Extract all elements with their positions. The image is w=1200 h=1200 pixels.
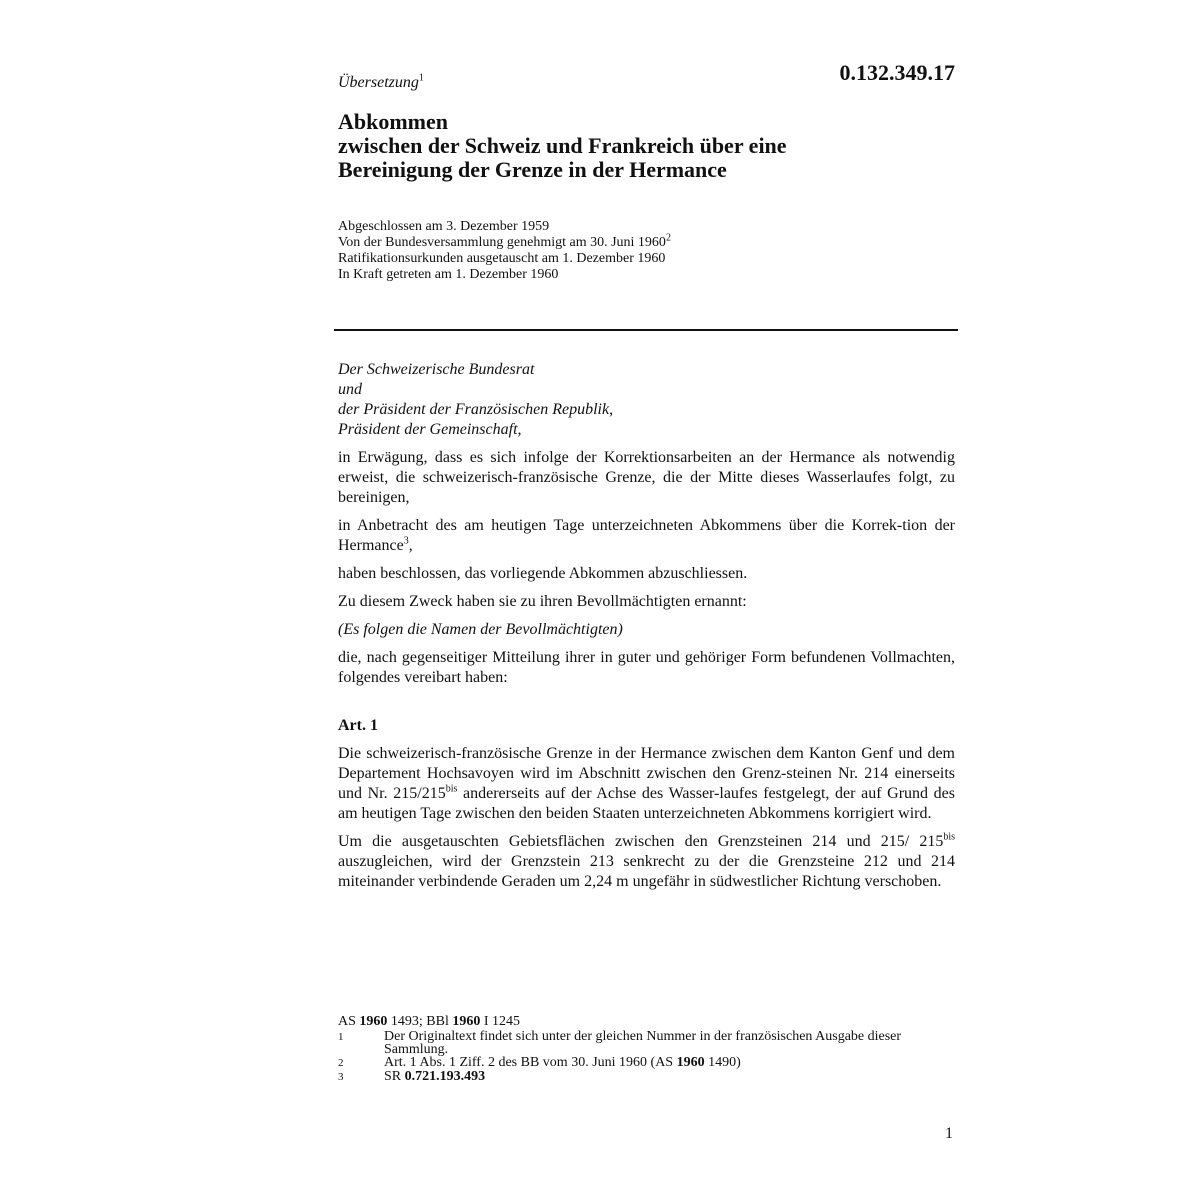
title-line: zwischen der Schweiz und Frankreich über eine xyxy=(338,133,787,158)
title-line: Bereinigung der Grenze in der Hermance xyxy=(338,157,727,182)
preamble-paragraph: in Anbetracht des am heutigen Tage unterzeichneten Abkommens über die Korrek-tion der Hermance$^3$, xyxy=(338,517,955,554)
footnotes xyxy=(338,1014,958,1084)
footnote-number: 1 xyxy=(338,1031,344,1043)
preamble-paragraph: Zu diesem Zweck haben sie zu ihren Bevollmächtigten ernannt: xyxy=(338,593,747,610)
document-metadata xyxy=(338,219,671,283)
footnote-text: Art. 1 Abs. 1 Ziff. 2 des BB vom 30. Juni 1960 (AS 1960 1490) xyxy=(384,1055,741,1070)
preamble-parties xyxy=(338,360,955,440)
document-title xyxy=(338,110,787,182)
footnote-ref[interactable]: 1 xyxy=(418,72,424,84)
preamble-paragraph: in Erwägung, dass es sich infolge der Korrektionsarbeiten an der Hermance als notwendig erweist, die schweizerisch-französische Grenze, die der Mitte dieses Wasserlaufes folgt, zu bereinigen, xyxy=(338,449,955,506)
translation-label: Übersetzung$^1$ xyxy=(338,72,424,91)
concluded-date: Abgeschlossen am 3. Dezember 1959 xyxy=(338,219,550,234)
footnote-text: SR 0.721.193.493 xyxy=(384,1069,486,1084)
article-paragraph: Die schweizerisch-französische Grenze in der Hermance zwischen dem Kanton Genf und dem Departement Hochsavoyen wird im Abschnitt zwischen den Grenz-steinen Nr. 214 einerseits und Nr. $215/215^{bis}$ andererseits auf der Achse des Wasser-laufes festgelegt, der auf Grund des am heutigen Tage zwischen den beiden Staaten unterzeichneten Abkommens korrigiert wird. xyxy=(338,745,956,822)
approval-date: Von der Bundesversammlung genehmigt am 30. Juni 1960$^2$ xyxy=(338,232,671,250)
article-heading: Art. 1 xyxy=(338,717,378,734)
conjunction: und xyxy=(338,381,362,398)
in-force-date: In Kraft getreten am 1. Dezember 1960 xyxy=(338,267,559,282)
footnote-ref[interactable]: 2 xyxy=(665,232,671,244)
title-line: Abkommen xyxy=(338,109,449,134)
footnote-number: 3 xyxy=(338,1071,344,1083)
preamble-paragraph: die, nach gegenseitiger Mitteilung ihrer in guter und gehöriger Form befundenen Vollmachten, folgendes vereibart haben: xyxy=(338,649,955,686)
footnote-text: Der Originaltext findet sich unter der gleichen Nummer in der französischen Ausgabe dieser Sammlung. xyxy=(384,1029,902,1057)
page-number: 1 xyxy=(945,1125,953,1142)
footnote-ref[interactable]: 3 xyxy=(403,535,409,547)
divider xyxy=(334,329,958,331)
ratification-date: Ratifikationsurkunden ausgetauscht am 1. Dezember 1960 xyxy=(338,251,666,266)
party-title: Präsident der Gemeinschaft, xyxy=(338,421,522,438)
preamble-note: (Es folgen die Namen der Bevollmächtigten) xyxy=(338,621,623,638)
party-name: der Präsident der Französischen Republik, xyxy=(338,401,614,418)
document-body xyxy=(338,360,955,892)
party-name: Der Schweizerische Bundesrat xyxy=(338,361,535,378)
footnote xyxy=(338,1070,958,1084)
footnote-number: 2 xyxy=(338,1057,344,1069)
footnote xyxy=(338,1030,958,1056)
footnote xyxy=(338,1056,958,1070)
preamble-paragraph: haben beschlossen, das vorliegende Abkommen abzuschliessen. xyxy=(338,565,748,582)
sr-number: 0.132.349.17 xyxy=(839,60,955,85)
publication-reference: AS 1960 1493; BBl 1960 I 1245 xyxy=(338,1014,521,1029)
article-paragraph: Um die ausgetauschten Gebietsflächen zwischen den Grenzsteinen 214 und 215/ $215^{bis}$ auszugleichen, wird der Grenzstein 213 senkrecht zu der die Grenzsteine 212 und 214 miteinander verbindende Geraden um 2,24 m ungefähr in südwestlicher Richtung verschoben. xyxy=(338,831,955,890)
